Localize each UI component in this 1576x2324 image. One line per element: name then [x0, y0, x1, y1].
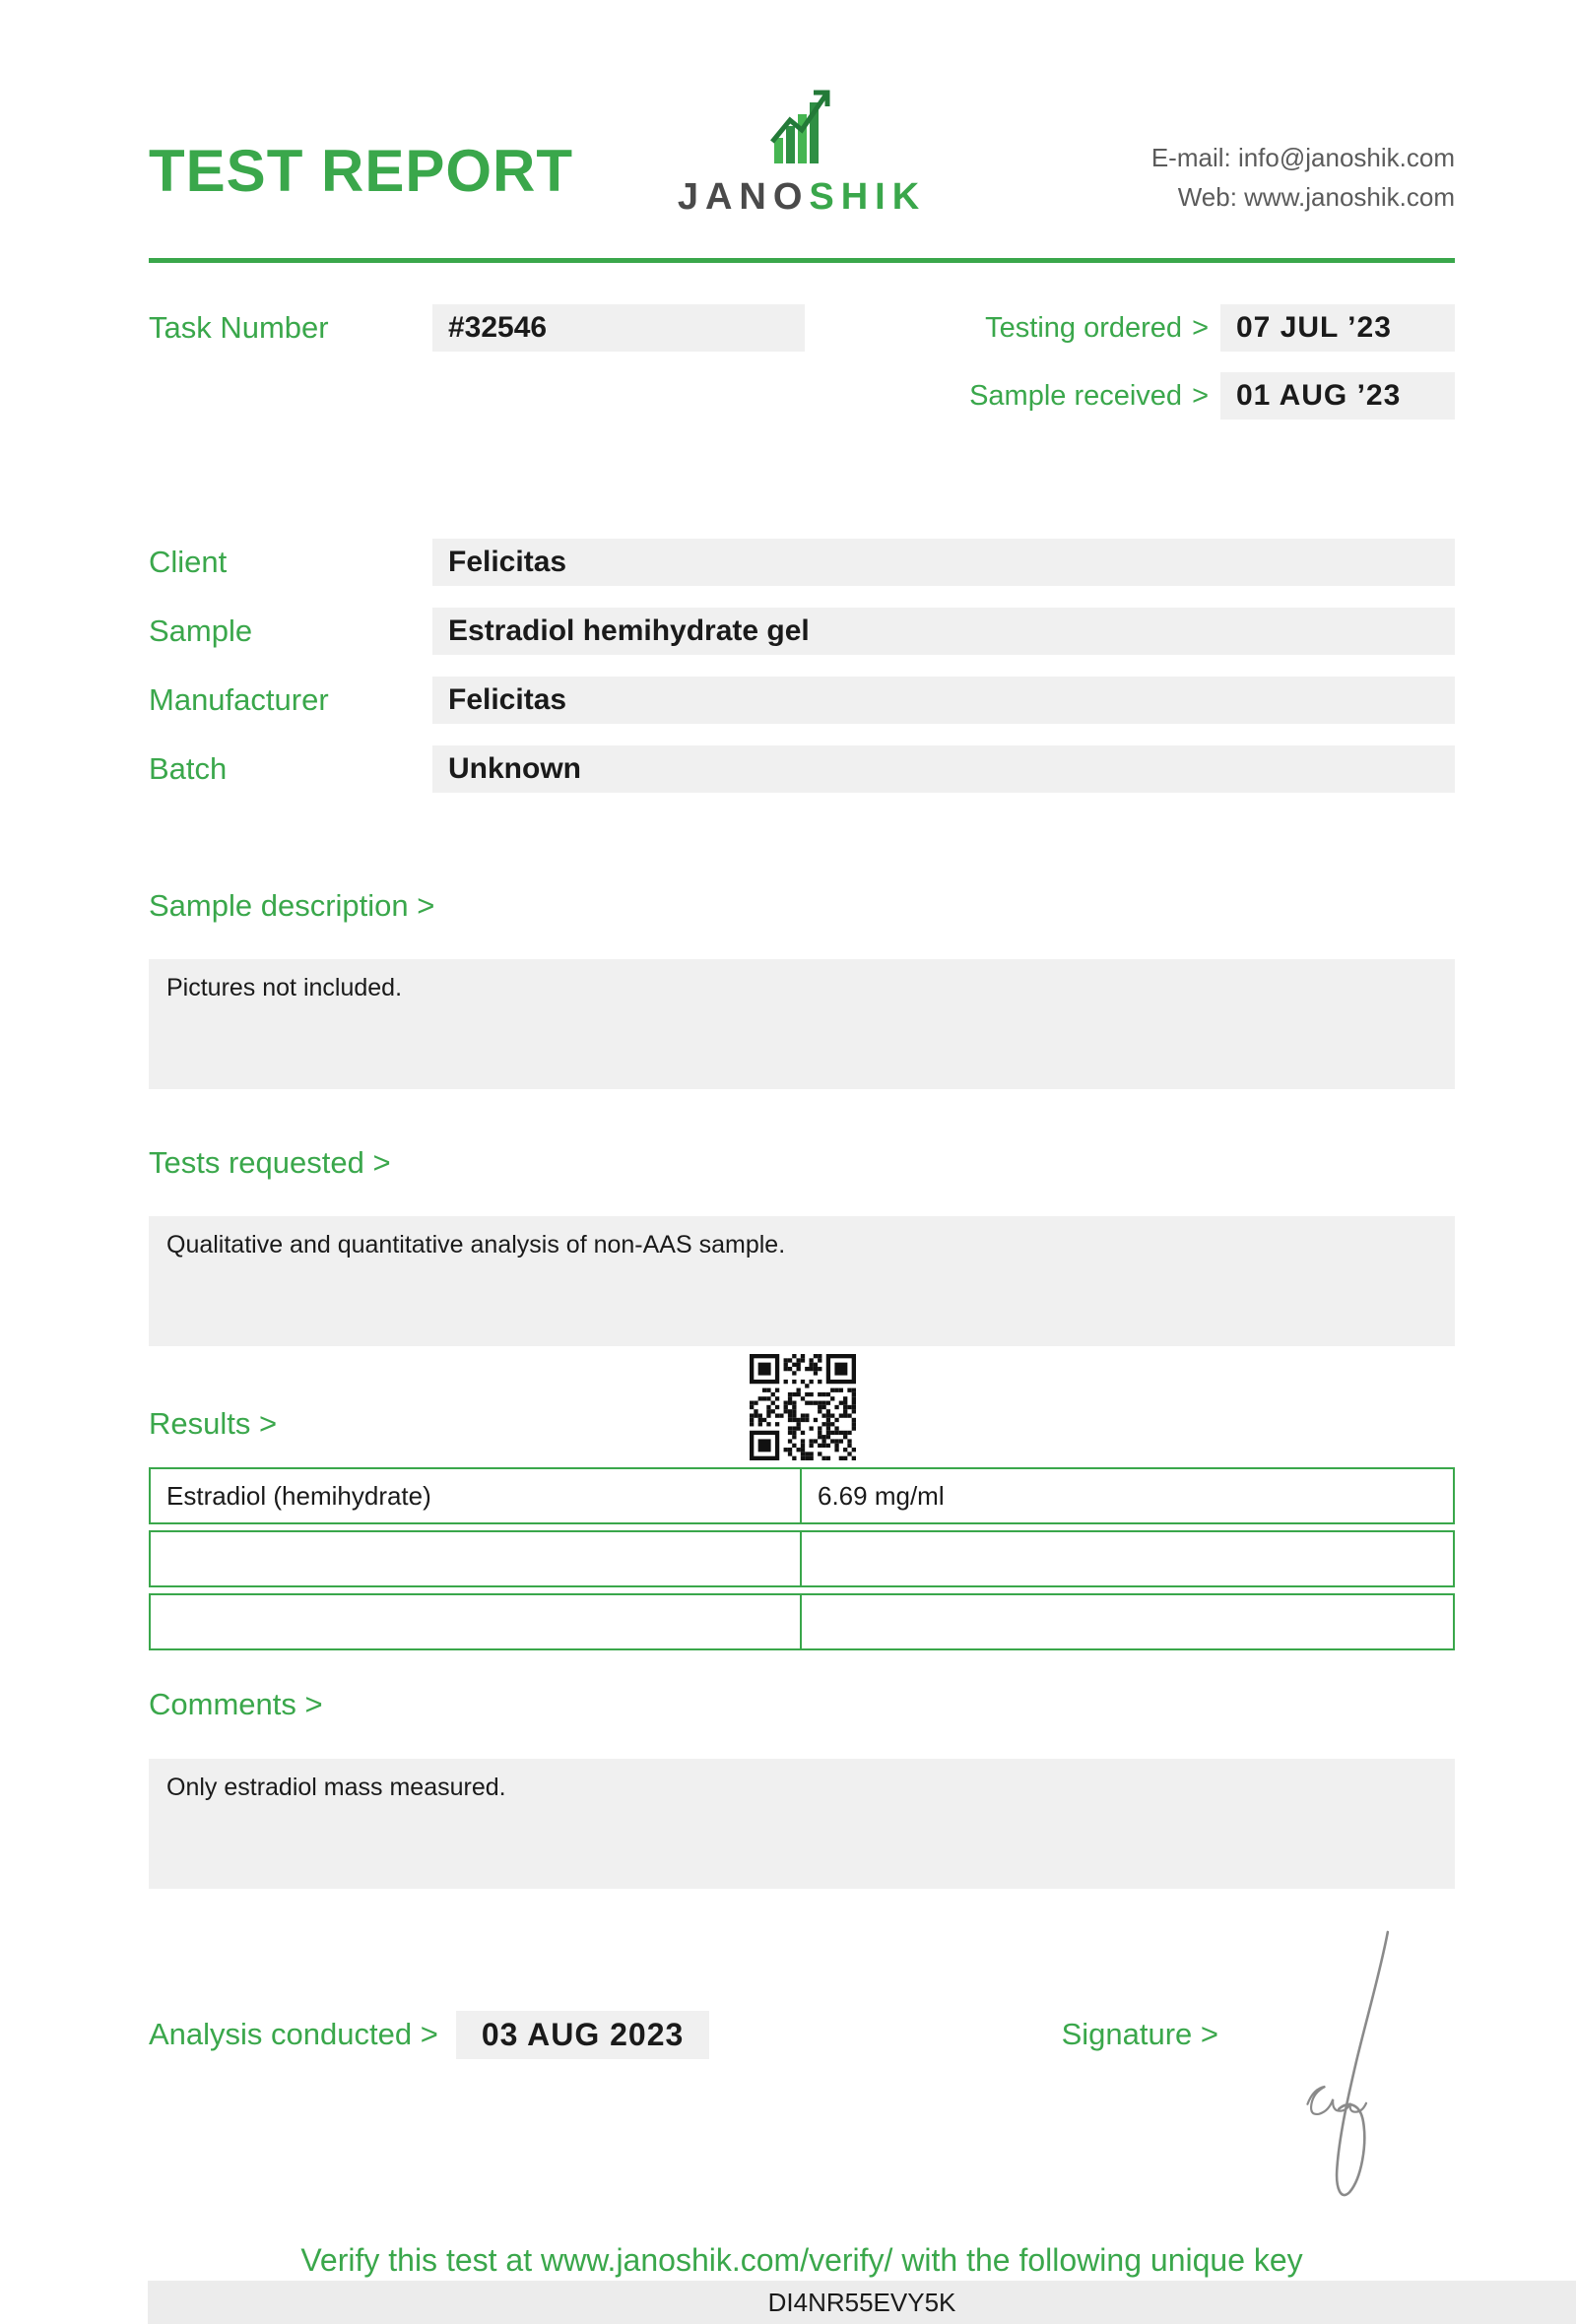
signature-label: Signature >: [1061, 2017, 1218, 2052]
results-header-area: [149, 1354, 1455, 1467]
sample-received-value: 01 AUG ’23: [1220, 372, 1455, 420]
meta-row: [149, 304, 1455, 440]
manufacturer-value: Felicitas: [432, 677, 1455, 724]
janoshik-logo: [678, 87, 926, 219]
analysis-signature-row: [149, 2011, 1455, 2059]
unique-key-bar: [148, 2281, 1576, 2324]
tests-requested-heading: Tests requested >: [149, 1145, 391, 1181]
batch-label: Batch: [149, 751, 228, 786]
signature-handwriting: [1293, 1926, 1441, 2210]
logo-shik: SHIK: [809, 176, 927, 218]
qr-code: [750, 1354, 856, 1460]
result-value-cell: 6.69 mg/ml: [818, 1480, 945, 1511]
sample-description-heading: Sample description >: [149, 888, 435, 923]
client-label: Client: [149, 545, 228, 579]
sample-fields: [149, 539, 1455, 793]
table-row: [149, 1593, 1455, 1650]
verify-instruction: Verify this test at www.janoshik.com/verify/ with the following unique key: [300, 2241, 1303, 2278]
result-analyte-cell: [151, 1595, 802, 1648]
tests-requested-body: Qualitative and quantitative analysis of non-AAS sample.: [149, 1216, 1455, 1346]
manufacturer-label: Manufacturer: [149, 682, 329, 717]
results-heading: Results >: [149, 1406, 278, 1442]
contact-web: Web: www.janoshik.com: [1177, 182, 1455, 212]
comments-heading: Comments >: [149, 1687, 323, 1722]
client-value: Felicitas: [432, 539, 1455, 586]
results-table: [149, 1467, 1455, 1650]
analysis-date-value: 03 AUG 2023: [456, 2011, 709, 2059]
comments-body: Only estradiol mass measured.: [149, 1759, 1455, 1889]
field-manufacturer: [149, 677, 1455, 724]
result-analyte-cell: [151, 1532, 802, 1585]
task-number-label: Task Number: [149, 310, 329, 345]
field-sample: [149, 608, 1455, 655]
sample-received-label: Sample received: [969, 379, 1183, 412]
unique-key-value: DI4NR55EVY5K: [767, 2287, 956, 2317]
table-row: [149, 1530, 1455, 1587]
header-divider: [149, 258, 1455, 263]
bar-chart-logo-icon: [753, 87, 851, 170]
contact-info: [1151, 138, 1455, 217]
page-title: TEST REPORT: [149, 138, 574, 204]
sample-label: Sample: [149, 613, 253, 648]
logo-wordmark: [678, 176, 926, 219]
result-value-cell: [802, 1595, 1453, 1648]
analysis-conducted-label: Analysis conducted >: [149, 2017, 438, 2052]
table-row: [149, 1467, 1455, 1524]
sample-received-arrow: >: [1192, 379, 1209, 412]
result-value-cell: [802, 1532, 1453, 1585]
task-number-value: #32546: [432, 304, 805, 352]
contact-email: E-mail: info@janoshik.com: [1150, 143, 1455, 172]
report-header: [149, 0, 1455, 219]
testing-ordered-arrow: >: [1192, 311, 1209, 344]
logo-jano: JANO: [677, 176, 810, 218]
testing-ordered-value: 07 JUL ’23: [1220, 304, 1455, 352]
sample-value: Estradiol hemihydrate gel: [432, 608, 1455, 655]
batch-value: Unknown: [432, 745, 1455, 793]
sample-description-body: Pictures not included.: [149, 959, 1455, 1089]
testing-ordered-label: Testing ordered: [985, 311, 1183, 344]
field-client: [149, 539, 1455, 586]
result-analyte-cell: Estradiol (hemihydrate): [151, 1469, 802, 1522]
field-batch: [149, 745, 1455, 793]
